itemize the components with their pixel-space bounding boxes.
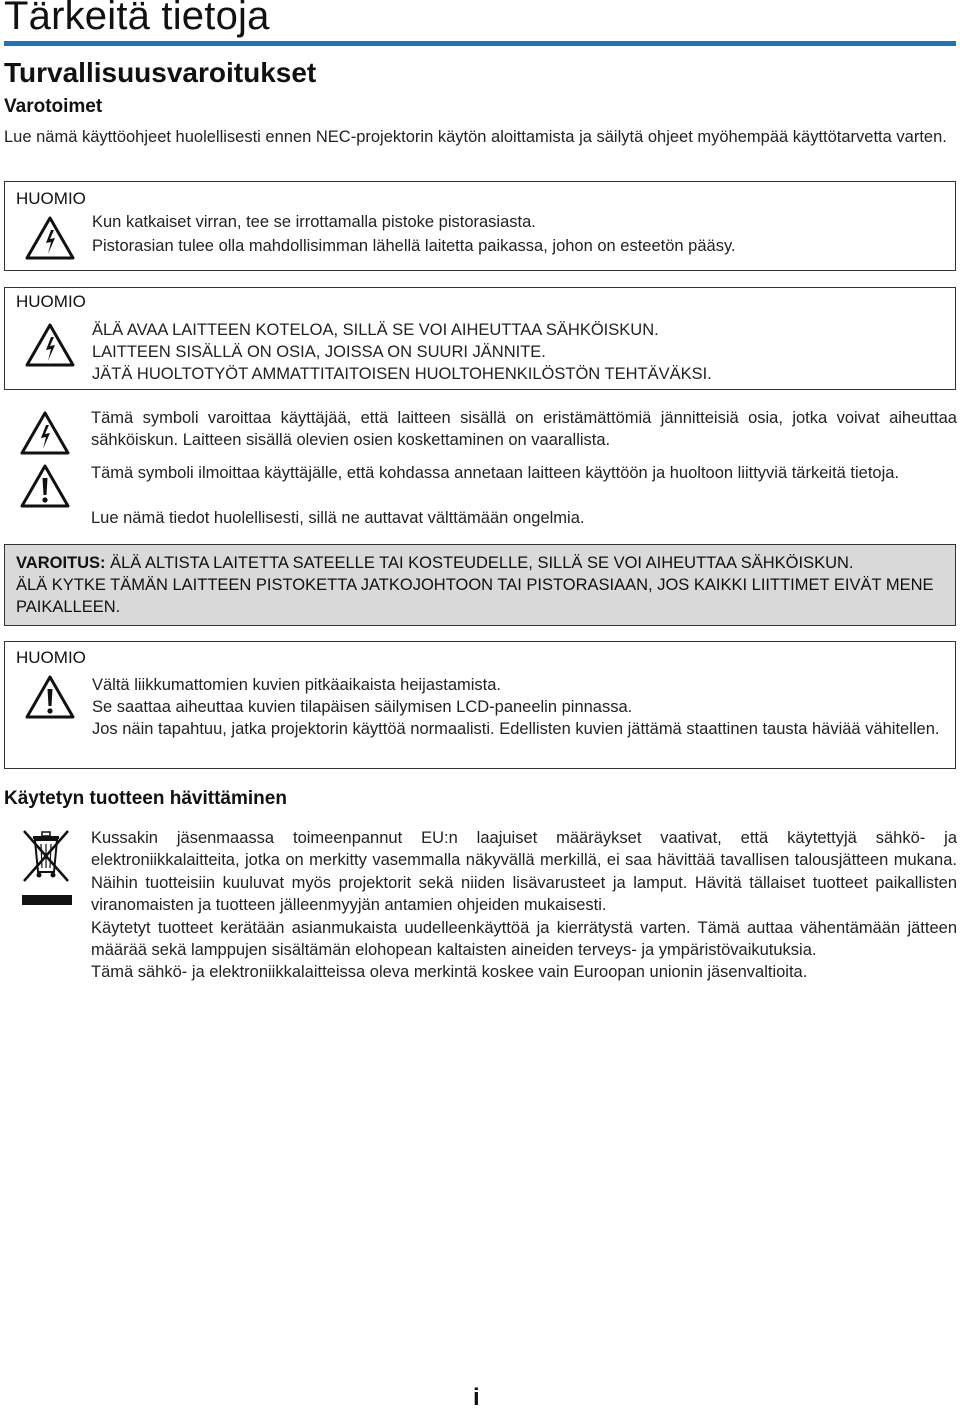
exclamation-symbol-icon	[20, 464, 70, 508]
lightning-warning-icon	[25, 216, 75, 260]
caution-line: ÄLÄ AVAA LAITTEEN KOTELOA, SILLÄ SE VOI AIHEUTTAA SÄHKÖISKUN.	[92, 321, 659, 339]
warning-box	[4, 544, 956, 626]
lightning-symbol-text: Tämä symboli varoittaa käyttäjää, että laitteen sisällä on eristämättömiä jännitteisiä osia, jotka voivat aiheuttaa sähköiskun. Laitteen sisällä olevien osien koskettaminen on vaarallista.	[91, 409, 957, 449]
title-rule	[4, 41, 956, 46]
section-title: Turvallisuusvaroitukset	[4, 57, 317, 88]
caution-box-housing	[4, 287, 956, 390]
weee-crossed-bin-icon	[20, 827, 74, 909]
disposal-paragraph: Käytetyt tuotteet kerätään asianmukaista uudelleenkäyttöä ja kierrätystä varten. Tämä auttaa vähentämään jätteen määrää sekä lamppujen sisältämän elohopean kaltaisten aineiden terveys- ja ympäristövaikutuksia.	[91, 918, 957, 960]
caution-line: Jos näin tapahtuu, jatka projektorin käyttöä normaalisti. Edellisten kuvien jättämä staattinen tausta häviää vähitellen.	[92, 720, 940, 738]
intro-text: Lue nämä käyttöohjeet huolellisesti ennen NEC-projektorin käytön aloittamista ja säilytä ohjeet myöhempää käyttötarvetta varten.	[4, 128, 947, 146]
caution-line: Se saattaa aiheuttaa kuvien tilapäisen säilymisen LCD-paneelin pinnassa.	[92, 698, 633, 716]
caution-box-power	[4, 181, 956, 271]
caution-line: Pistorasian tulee olla mahdollisimman lähellä laitetta paikassa, johon on esteetön pääsy.	[92, 237, 736, 255]
disposal-paragraph: Kussakin jäsenmaassa toimeenpannut EU:n laajuiset määräykset vaativat, että käytettyjä sähkö- ja elektroniikkalaitteita, jotka on merkitty vasemmalla näkyvällä merkillä, ei saa hävittää tavallisen talousjätteen mukana. Näihin tuotteisiin kuuluvat myös projektorit sekä niiden lisävarusteet ja lamput. Hävitä tällaiset tuotteet paikallisten viranomaisten ja tuotteen jälleenmyyjän antamien ohjeiden mukaisesti.	[91, 829, 957, 915]
warning-line: ÄLÄ KYTKE TÄMÄN LAITTEEN PISTOKETTA JATKOJOHTOON TAI PISTORASIAAN, JOS KAIKKI LIITTIMET EIVÄT MENE PAIKALLEEN.	[16, 576, 934, 616]
caution-line: LAITTEEN SISÄLLÄ ON OSIA, JOISSA ON SUURI JÄNNITE.	[92, 343, 546, 361]
caution-line: JÄTÄ HUOLTOTYÖT AMMATTITAITOISEN HUOLTOHENKILÖSTÖN TEHTÄVÄKSI.	[92, 365, 712, 383]
caution-label: HUOMIO	[16, 292, 86, 311]
caution-line: Kun katkaiset virran, tee se irrottamalla pistoke pistorasiasta.	[92, 213, 536, 231]
subsection-title: Varotoimet	[4, 96, 103, 117]
page-number: i	[473, 1384, 480, 1409]
warning-line: ÄLÄ ALTISTA LAITETTA SATEELLE TAI KOSTEUDELLE, SILLÄ SE VOI AIHEUTTAA SÄHKÖISKUN.	[110, 554, 854, 572]
disposal-paragraph: Tämä sähkö- ja elektroniikkalaitteissa oleva merkintä koskee vain Euroopan unionin jäsenvaltioita.	[91, 963, 808, 982]
disposal-text	[91, 827, 957, 984]
lightning-symbol-icon	[20, 411, 70, 455]
caution-label: HUOMIO	[16, 648, 86, 667]
exclamation-symbol-text-2: Lue nämä tiedot huolellisesti, sillä ne auttavat välttämään ongelmia.	[91, 509, 585, 527]
exclamation-symbol-text: Tämä symboli ilmoittaa käyttäjälle, että kohdassa annetaan laitteen käyttöön ja huoltoon liittyviä tärkeitä tietoja.	[91, 464, 900, 482]
disposal-title: Käytetyn tuotteen hävittäminen	[4, 788, 287, 809]
page-title: Tärkeitä tietoja	[4, 0, 270, 38]
caution-line: Vältä liikkumattomien kuvien pitkäaikaista heijastamista.	[92, 676, 502, 694]
lightning-warning-icon	[25, 323, 75, 367]
exclamation-warning-icon	[25, 675, 75, 719]
caution-box-still-images	[4, 641, 956, 769]
caution-label: HUOMIO	[16, 189, 86, 208]
warning-label: VAROITUS:	[16, 554, 106, 572]
